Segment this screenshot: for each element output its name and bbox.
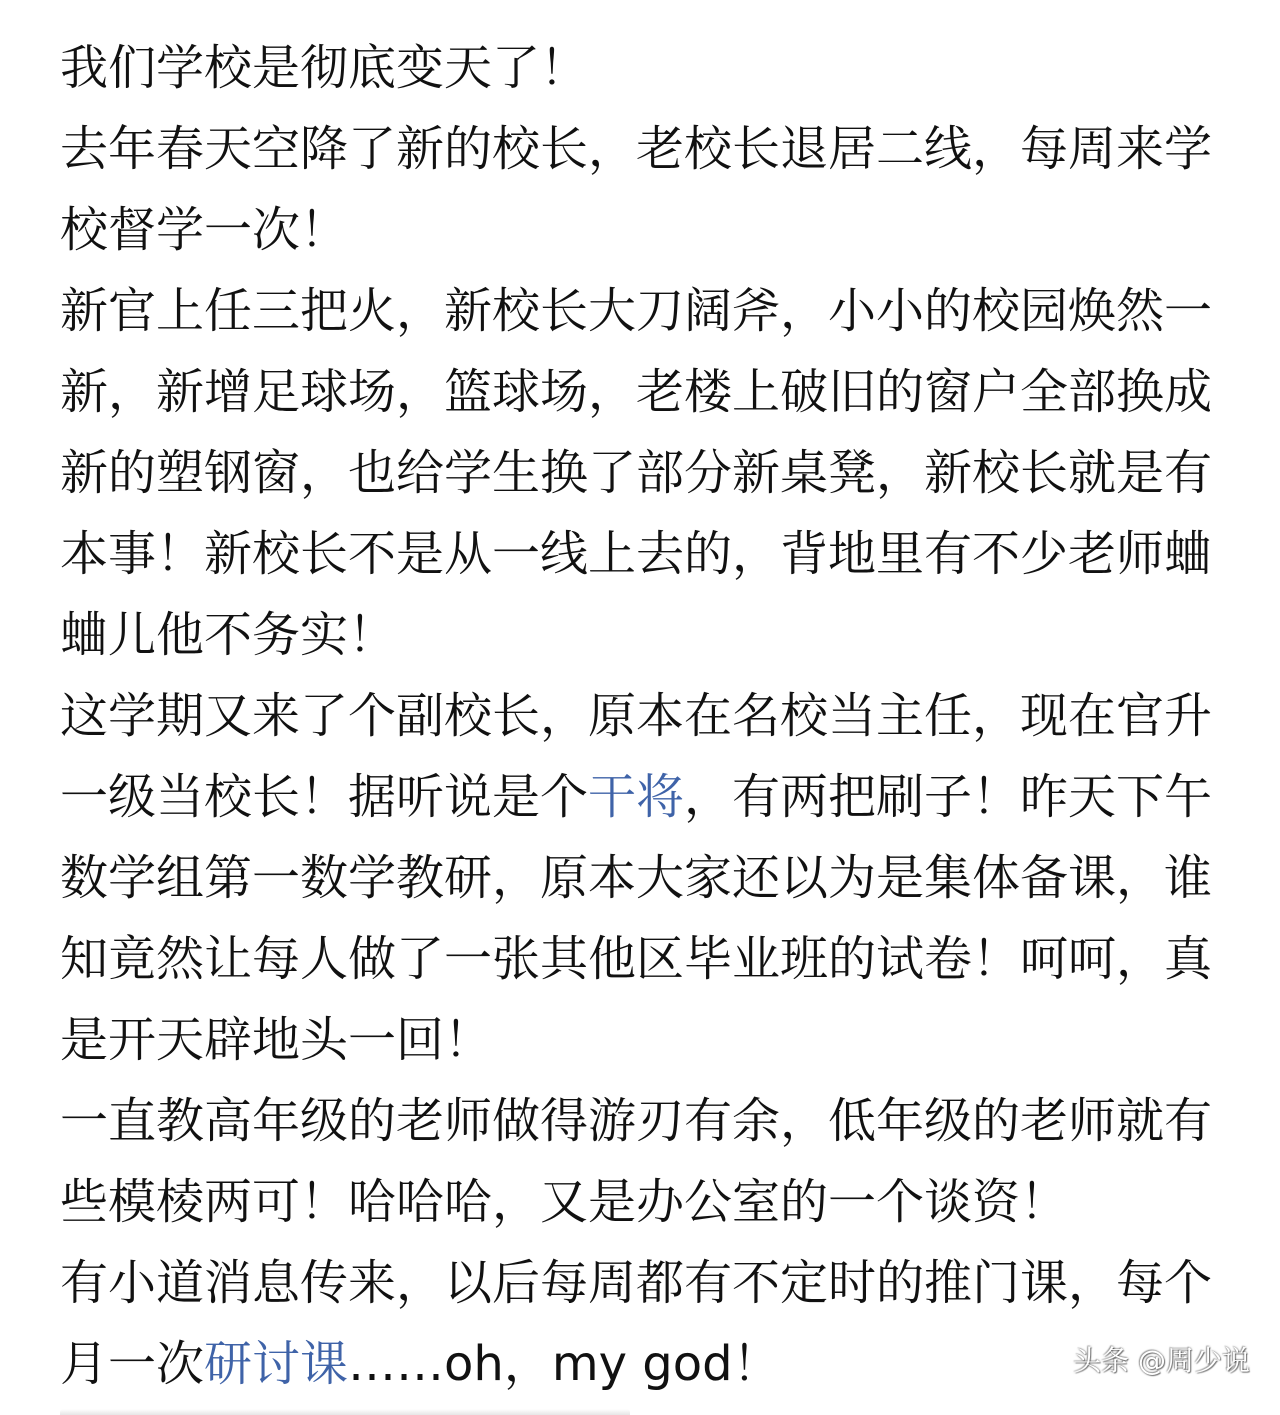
keyword-link-ganjiang[interactable]: 干将 — [588, 769, 685, 825]
paragraph-text: 这学期又来了个副校长，原本在名校当主任，现在官升一级当校长！据听说是个 — [60, 688, 1213, 825]
keyword-link-yantaoke[interactable]: 研讨课 — [204, 1336, 349, 1392]
article-body — [60, 28, 1220, 1405]
paragraph-3 — [60, 271, 1220, 676]
paragraph-2 — [60, 109, 1220, 271]
paragraph-text: ……oh，my god！ — [348, 1336, 781, 1392]
paragraph-4 — [60, 676, 1220, 1081]
paragraph-5 — [60, 1081, 1220, 1243]
paragraph-text: 我们学校是彻底变天了！ — [60, 40, 589, 96]
paragraph-text: ，有两把刷子！昨天下午数学组第一数学教研，原本大家还以为是集体备课，谁知竟然让每人做了一张其他区毕业班的试卷！呵呵，真是开天辟地头一回！ — [60, 769, 1213, 1068]
paragraph-text: 有小道消息传来，以后每周都有不定时的推门课，每个月一次 — [60, 1255, 1213, 1392]
paragraph-1 — [60, 28, 1220, 109]
paragraph-text: 新官上任三把火，新校长大刀阔斧，小小的校园焕然一新，新增足球场，篮球场，老楼上破旧的窗户全部换成新的塑钢窗，也给学生换了部分新桌凳，新校长就是有本事！新校长不是从一线上去的，背地里有不少老师蛐蛐儿他不务实！ — [60, 283, 1213, 663]
paragraph-text: 一直教高年级的老师做得游刃有余，低年级的老师就有些模棱两可！哈哈哈，又是办公室的一个谈资！ — [60, 1093, 1213, 1230]
next-content-edge — [60, 1409, 630, 1415]
paragraph-6 — [60, 1243, 1220, 1405]
paragraph-text: 去年春天空降了新的校长，老校长退居二线，每周来学校督学一次！ — [60, 121, 1213, 258]
author-watermark: 头条 @周少说 — [1073, 1344, 1250, 1377]
